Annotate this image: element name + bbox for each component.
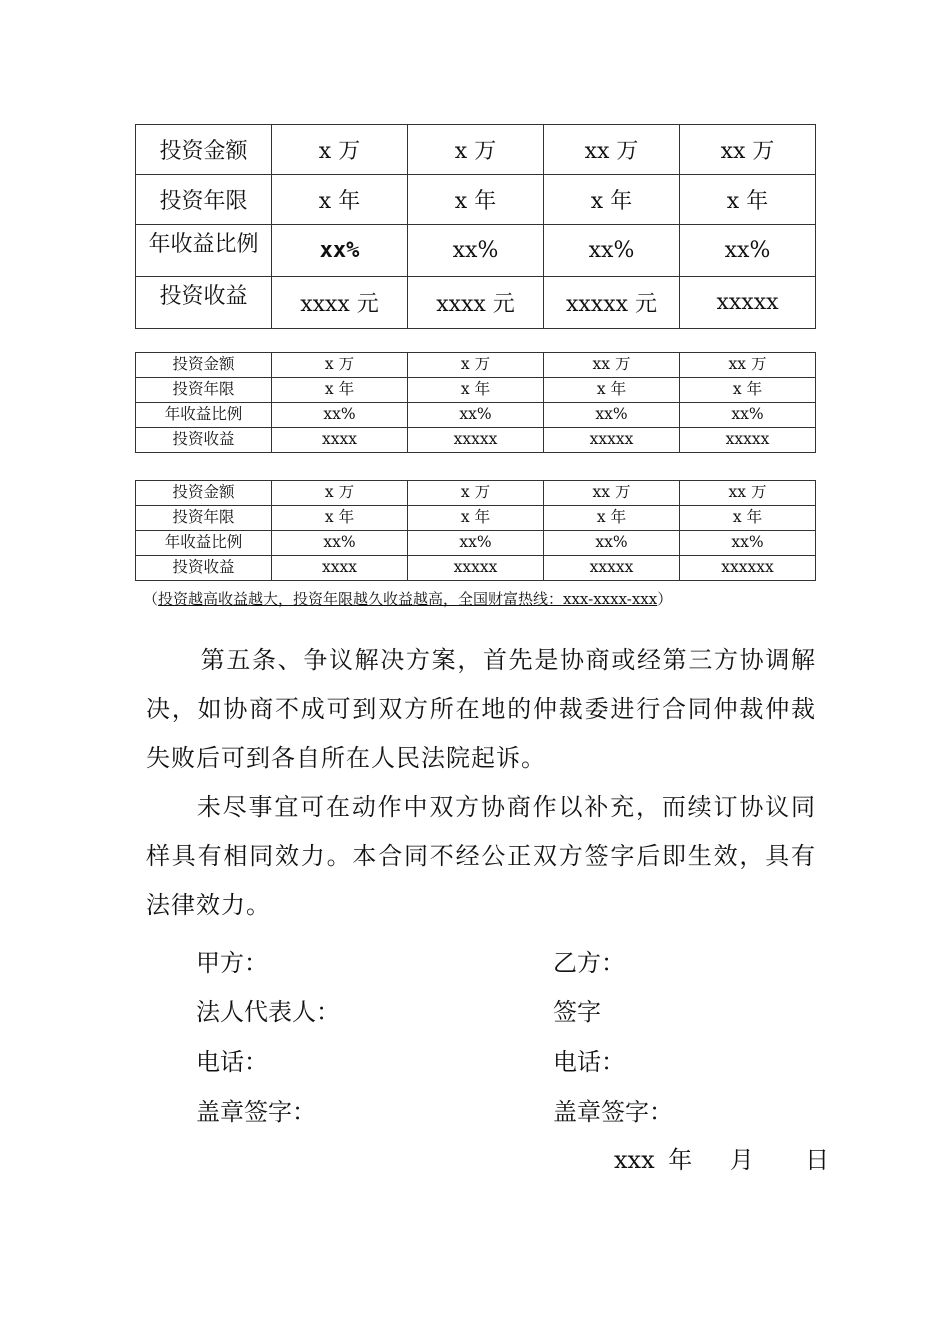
table-cell: x 年 [272,378,408,403]
investment-table-small-2 [135,480,816,581]
table-cell: x 年 [408,506,544,531]
table-cell: xxxx 元 [272,277,408,329]
table-cell: x 年 [544,506,680,531]
table-cell: xxxxx [408,428,544,453]
table-cell: xx% [544,225,680,277]
table-cell: x 年 [680,175,816,225]
table-cell: xxxxx [680,277,816,329]
table-cell: x 万 [272,481,408,506]
party-a-label: 甲方： [196,949,268,977]
table-cell: xx% [272,403,408,428]
party-b-label: 乙方： [553,949,625,977]
table-cell: x 年 [680,378,816,403]
table-cell: xx 万 [680,353,816,378]
sign-label: 签字 [553,998,601,1026]
table-cell: x 年 [544,378,680,403]
table-cell: x 万 [272,125,408,175]
row-label: 投资年限 [136,506,272,531]
table-cell: x 年 [680,506,816,531]
table-cell: x 万 [272,353,408,378]
row-label: 投资金额 [136,125,272,175]
legal-rep-label: 法人代表人： [196,998,340,1026]
table-cell: xx% [408,531,544,556]
table-cell: x 万 [408,353,544,378]
row-label: 投资收益 [136,556,272,581]
phone-a-label: 电话： [196,1048,268,1076]
hotline-note [143,588,813,610]
table-cell: x 万 [408,125,544,175]
row-label: 年收益比例 [136,225,272,277]
row-label: 投资金额 [136,353,272,378]
table-cell: x 年 [408,175,544,225]
table-cell: xxxxx [680,428,816,453]
row-label: 投资收益 [136,277,272,329]
row-label: 投资金额 [136,481,272,506]
note-open-paren: （ [143,590,159,608]
table-cell: xx% [680,531,816,556]
row-label: 年收益比例 [136,403,272,428]
investment-table-small-1 [135,352,816,453]
signing-date: xxx 年 月 日 [614,1146,830,1174]
table-cell: xxxx 元 [408,277,544,329]
table-cell: xx 万 [680,125,816,175]
table-cell: xx% [408,403,544,428]
phone-b-label: 电话： [553,1048,625,1076]
table-cell: xx% [272,531,408,556]
table-cell: xxxxx 元 [544,277,680,329]
table-cell: xxxx [272,428,408,453]
table-cell: x 年 [408,378,544,403]
row-label: 年收益比例 [136,531,272,556]
table-cell: xx% [408,225,544,277]
table-cell: xx 万 [544,353,680,378]
row-label: 投资年限 [136,175,272,225]
clause-dispute-resolution [146,636,816,783]
table-cell: xx 万 [680,481,816,506]
table-cell: xx 万 [544,125,680,175]
investment-table-large [135,124,816,329]
table-cell: xxxxx [408,556,544,581]
table-cell: xx 万 [544,481,680,506]
paragraph-text: 未尽事宜可在动作中双方协商作以补充，而续订协议同样具有相同效力。本合同不经公正双方签字后即生效，具有法律效力。 [146,793,816,919]
table-cell: x 年 [272,506,408,531]
seal-a-label: 盖章签字： [196,1098,316,1126]
table-cell: x 年 [272,175,408,225]
clause-supplement [146,783,816,930]
table-cell: xx% [544,403,680,428]
row-label: 投资年限 [136,378,272,403]
table-cell: xx% [272,225,408,277]
note-close-paren: ） [657,590,673,608]
table-cell: xxxxx [544,428,680,453]
table-cell: x 年 [544,175,680,225]
note-text: 投资越高收益越大，投资年限越久收益越高，全国财富热线：xxx-xxxx-xxx [158,590,658,608]
seal-b-label: 盖章签字： [553,1098,673,1126]
table-cell: x 万 [408,481,544,506]
table-cell: xx% [544,531,680,556]
table-cell: xxxx [272,556,408,581]
row-label: 投资收益 [136,428,272,453]
table-cell: xxxxxx [680,556,816,581]
table-cell: xx% [680,225,816,277]
table-cell: xxxxx [544,556,680,581]
paragraph-text: 第五条、争议解决方案，首先是协商或经第三方协调解决，如协商不成可到双方所在地的仲裁委进行合同仲裁仲裁失败后可到各自所在人民法院起诉。 [146,646,816,772]
table-cell: xx% [680,403,816,428]
